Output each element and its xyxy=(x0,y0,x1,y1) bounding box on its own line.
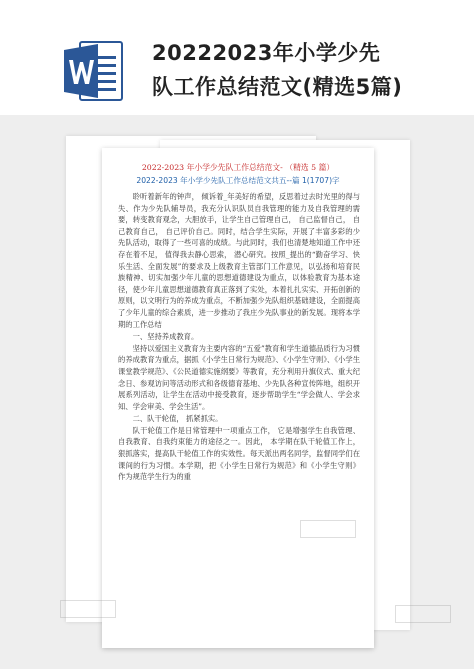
document-title xyxy=(152,36,462,104)
section-heading: 二、队干轮值， 抓紧抓实。 xyxy=(132,414,223,424)
word-document-icon xyxy=(62,38,124,104)
watermark-mark xyxy=(300,520,356,538)
document-page xyxy=(102,148,374,648)
paragraph: 聆听着新年的钟声， 倾诉着_年美好的希望，反思着过去时光里的得与失、作为少先队辅导员，我充分认识队员自我管理的能力及自我管理的需要，转变教育观念，大胆放手，让学生自己管理自己， 自己监督自己， 自己教育自己， 自己评价自己。同时，结合学生实际，开展了丰富多彩的少先队活动，取得了一些可喜的成绩。与此同时，我们也清楚地知道工作中还存在着不足， 值得我去静心思索， 潜心研究。按照_提出的“勤奋学习、快乐生活、全面发展”的要求及上级教育主管部门工作意见，以弘扬和培育民族精神、切实加强少年儿童的思想道德建设为重点，以体验教育为基本途径，使少年儿童思想道德教育真正落到了实处，本着扎扎实实、开拓创新的原则，以文明行为的养成为重点，不断加强少先队组织基础建设，全面提高了少年儿童的综合素质，进一步推动了我庄少先队事业的新发展。现将本学期的工作总结 xyxy=(118,192,360,329)
paragraph: 坚持以爱国主义教育为主要内容的“五爱”教育和学生道德品质行为习惯的养成教育为重点，据抓《小学生日常行为规范》、《小学生守则》、《小学生课堂教学规范》、《公民道德实施纲要》等教育，充分利用升旗仪式、重大纪念日、参观访问等活动形式和各级德育基地、少先队各种宣传阵地，组织开展系列活动，让学生在活动中接受教育，逐步帮助学生“学会做人、学会求知、学会审美、学会生活”。 xyxy=(118,343,360,411)
document-subheading: 2022-2023 年小学少先队工作总结范文共五--篇 1(1707)字 xyxy=(136,176,340,185)
title-line-1: 20222023年小学少先 xyxy=(152,41,381,65)
banner xyxy=(0,0,474,115)
document-body xyxy=(102,191,374,483)
paragraph: 队干轮值工作是日常管理中一项重点工作， 它是增强学生自我管理、自我教育、自我约束能力的途径之一。因此， 本学期在队干轮值工作上， 狠抓落实，提高队干轮值工作的实效性。每天派出两名同学，监督同学们在课间的行为习惯。本学期，把《小学生日常行为规范》和《小学生守则》 作为规范学生行为的重 xyxy=(118,425,360,482)
watermark-mark xyxy=(60,600,116,618)
document-heading: 2022-2023 年小学少先队工作总结范文- （精选 5 篇） xyxy=(141,163,335,172)
title-line-2: 队工作总结范文(精选5篇) xyxy=(152,75,403,99)
section-heading: 一、坚持养成教育。 xyxy=(132,332,199,342)
watermark-mark xyxy=(395,605,451,623)
